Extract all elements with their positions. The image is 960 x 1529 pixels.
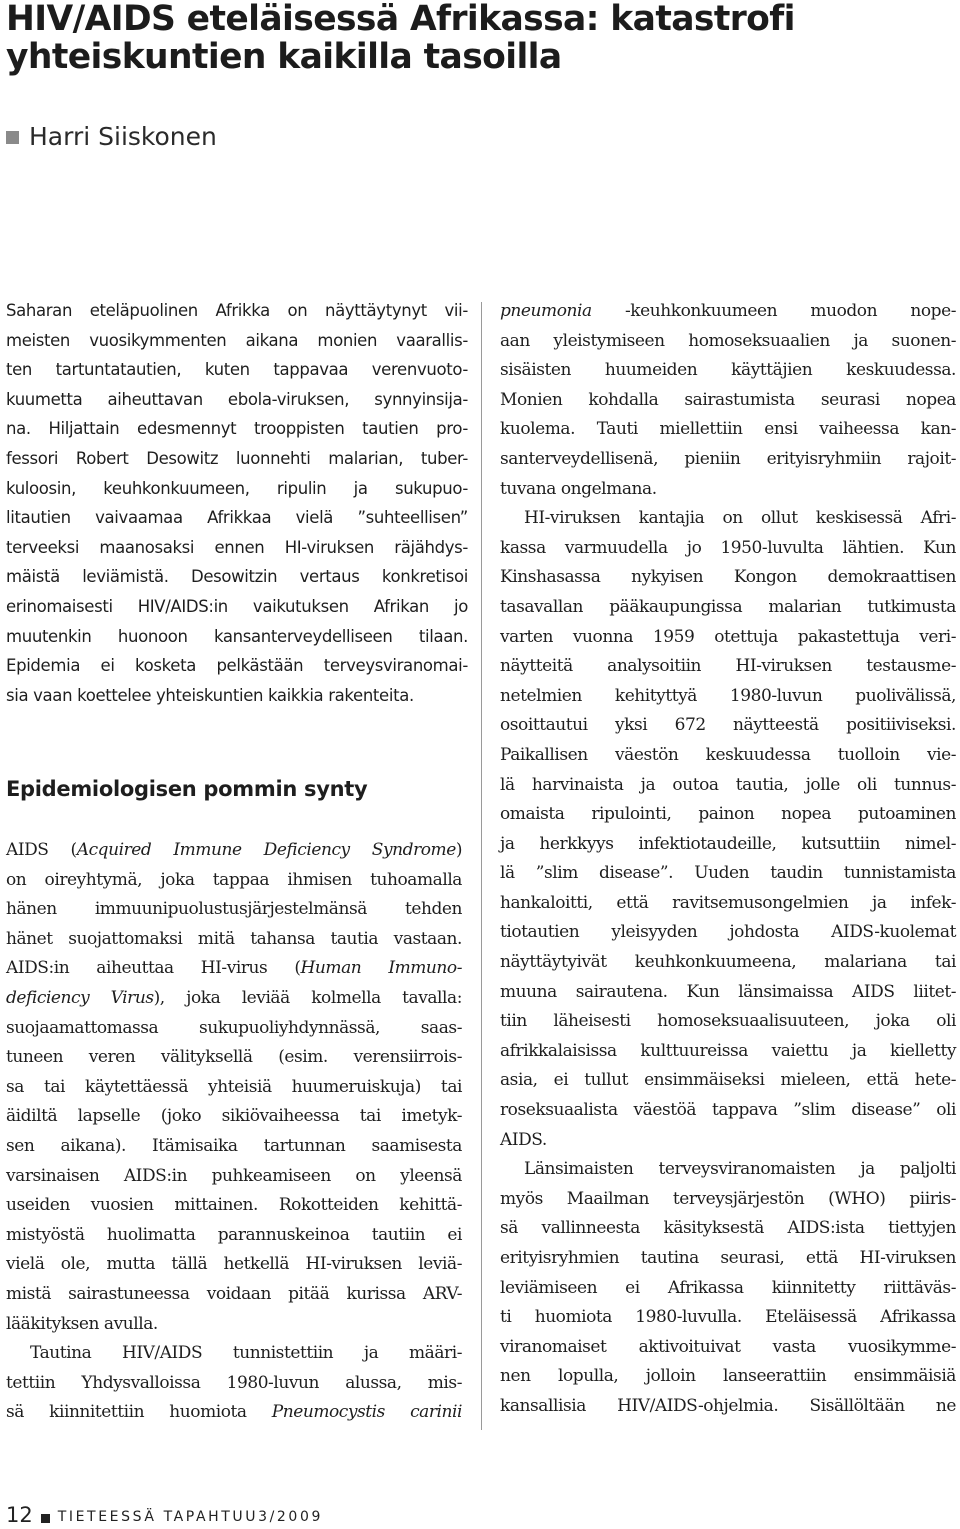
- body-line: sä vallinneesta käsityksestä AIDS:ista tiettyjen: [500, 1218, 956, 1239]
- body-line: useiden vuosien mittainen. Rokotteiden kehittä-: [6, 1195, 462, 1216]
- square-bullet-icon: [6, 131, 19, 144]
- lead-line: Saharan eteläpuolinen Afrikka on näyttäytynyt vii-: [6, 301, 468, 320]
- lead-line: terveeksi maanosaksi ennen HI-viruksen räjähdys-: [6, 537, 468, 557]
- body-line: tuneen veren välityksellä (esim. verensiirrois-: [6, 1047, 462, 1068]
- body-line: AIDS:in aiheuttaa HI-virus (Human Immuno-: [6, 958, 462, 979]
- body-line: kuolema. Tauti miellettiin ensi vaiheessa kan-: [500, 419, 956, 440]
- body-line: deficiency Virus), joka leviää kolmella tavalla:: [6, 987, 462, 1008]
- body-line: muuna sairautena. Kun länsimaissa AIDS liitet-: [500, 981, 956, 1002]
- body-line: hänen immuunipuolustusjärjestelmänsä tehden: [6, 899, 462, 920]
- body-line: Tautina HIV/AIDS tunnistettiin ja määri-: [30, 1343, 462, 1364]
- body-line: Monien kohdalla sairastumista seurasi nopea: [500, 389, 956, 410]
- body-line: sisäisten huumeiden käyttäjien keskuudessa.: [500, 360, 956, 381]
- body-line: on oireyhtymä, joka tappaa ihmisen tuhoamalla: [6, 869, 462, 890]
- lead-line: kuloosin, keuhkonkuumeen, ripulin ja sukupuo-: [6, 478, 468, 498]
- body-line: lä ”slim disease”. Uuden taudin tunnistamista: [500, 863, 956, 884]
- body-line: viranomaiset aktivoituivat vasta vuosikymme-: [500, 1336, 956, 1357]
- body-line: lääkityksen avulla.: [6, 1313, 158, 1334]
- lead-line: litautien vaivaamaa Afrikkaa vielä ”suhteellisen”: [6, 508, 468, 528]
- body-line: kansallisia HIV/AIDS-ohjelmia. Sisällöltään ne: [500, 1395, 956, 1416]
- body-line: vielä ole, mutta tällä hetkellä HI-viruksen leviä-: [6, 1254, 462, 1275]
- body-line: näytteitä analysoitiin HI-viruksen testausme-: [500, 656, 956, 677]
- body-line: asia, ei tullut ensimmäiseksi mieleen, että hete-: [500, 1070, 956, 1091]
- page-number: 12: [6, 1503, 33, 1527]
- body-line: leviämiseen ei Afrikassa kiinnitetty riittäväs-: [500, 1277, 956, 1298]
- body-line: suojaamattomassa sukupuoliyhdynnässä, saas-: [6, 1017, 462, 1038]
- body-line: aan yleistymiseen homoseksuaalien ja suonen-: [500, 330, 956, 351]
- body-line: netelmien kehityttyä 1980-luvun puolivälissä,: [500, 685, 956, 706]
- lead-line: na. Hiljattain edesmennyt trooppisten tautien pro-: [6, 419, 468, 439]
- lead-paragraph: [6, 296, 468, 710]
- lead-line: muutenkin huonoon kansanterveydelliseen tilaan.: [6, 626, 468, 646]
- body-line: osoittautui yksi 672 näytteestä positiiviseksi.: [500, 715, 956, 736]
- column-divider: [481, 302, 482, 1430]
- body-line: sa tai käytettäessä yhteisiä huumeruiskuja) tai: [6, 1076, 462, 1097]
- body-line: äidiltä lapselle (joko sikiövaiheessa tai imetyk-: [6, 1106, 462, 1127]
- body-line: tettiin Yhdysvalloissa 1980-luvun alussa, mis-: [6, 1372, 462, 1393]
- body-line: Kinshasassa nykyisen Kongon demokraattisen: [500, 567, 956, 588]
- section-heading: Epidemiologisen pommin synty: [6, 777, 368, 801]
- body-line: tasavallan pääkaupungissa malarian tutkimusta: [500, 596, 956, 617]
- lead-line: kuumetta aiheuttavan ebola-viruksen, synnyinsija-: [6, 389, 468, 409]
- body-line: Paikallisen väestön keskuudessa tuolloin vie-: [500, 744, 956, 765]
- body-line: hänet suojattomaksi mitä tahansa tautia vastaan.: [6, 928, 462, 949]
- body-line: tuvana ongelmana.: [500, 478, 657, 499]
- square-bullet-icon: [41, 1514, 50, 1523]
- body-line: ja herkkyys infektiotaudeille, kutsuttiin nimel-: [500, 833, 956, 854]
- body-line: pneumonia -keuhkonkuumeen muodon nope-: [500, 301, 956, 321]
- lead-line: ten tartuntatautien, kuten tappavaa verenvuoto-: [6, 360, 468, 380]
- body-line: erityisryhmien tautina seurasi, että HI-viruksen: [500, 1248, 956, 1268]
- body-line: näyttäytyivät keuhkonkuumeena, malariana tai: [500, 952, 956, 973]
- body-column-right: [500, 297, 956, 1422]
- body-line: myös Maailman terveysjärjestön (WHO) piiris-: [500, 1188, 956, 1209]
- body-line: AIDS (Acquired Immune Deficiency Syndrome): [6, 840, 462, 860]
- article-title: HIV/AIDS eteläisessä Afrikassa: katastrofi yhteiskuntien kaikilla tasoilla: [6, 0, 795, 77]
- body-line: kassa varmuudella jo 1950-luvulta lähtien. Kun: [500, 537, 956, 558]
- body-line: hankaloitti, että ravitsemusongelmien ja infek-: [500, 892, 956, 913]
- body-line: sä kiinnitettiin huomiota Pneumocystis carinii: [6, 1402, 462, 1423]
- body-line: Länsimaisten terveysviranomaisten ja paljolti: [524, 1159, 956, 1180]
- author-byline: [6, 121, 217, 153]
- body-line: varsinaisen AIDS:in puhkeamiseen on yleensä: [6, 1165, 462, 1186]
- body-line: tiin läheisesti homoseksuaalisuuteen, joka oli: [500, 1011, 956, 1032]
- body-line: mistä sairastuneessa voidaan pitää kurissa ARV-: [6, 1283, 462, 1304]
- body-line: mistyöstä huolimatta parannuskeinoa tautiin ei: [6, 1224, 462, 1245]
- lead-line: meisten vuosikymmenten aikana monien vaarallis-: [6, 330, 468, 350]
- body-line: santerveydellisenä, pieniin erityisryhmiin rajoit-: [500, 448, 956, 469]
- body-line: lä harvinaista ja outoa tautia, jolle oli tunnus-: [500, 774, 956, 795]
- lead-line: sia vaan koettelee yhteiskuntien kaikkia rakenteita.: [6, 685, 414, 705]
- body-line: tiotautien yleisyyden johdosta AIDS-kuolemat: [500, 922, 956, 943]
- lead-line: fessori Robert Desowitz luonnehti malarian, tuber-: [6, 448, 468, 468]
- body-line: sen aikana). Itämisaika tartunnan saamisesta: [6, 1135, 462, 1156]
- publication-name: TIETEESSÄ TAPAHTUU3/2009: [57, 1509, 323, 1525]
- body-line: omaista ripulointi, painon nopea putoaminen: [500, 804, 956, 825]
- body-line: AIDS.: [500, 1129, 547, 1150]
- body-line: varten vuonna 1959 otettuja pakastettuja veri-: [500, 626, 956, 647]
- body-line: nen lopulla, jolloin lanseerattiin ensimmäisiä: [500, 1366, 956, 1387]
- body-line: afrikkalaisissa kulttuureissa vaiettu ja kielletty: [500, 1040, 956, 1061]
- body-line: ti huomiota 1980-luvulla. Eteläisessä Afrikassa: [500, 1307, 956, 1328]
- body-line: roseksuaalista väestöä tappava ”slim disease” oli: [500, 1100, 956, 1121]
- body-column-left: [6, 836, 462, 1428]
- lead-line: mäistä leviämistä. Desowitzin vertaus konkretisoi: [6, 567, 468, 587]
- author-name: Harri Siiskonen: [29, 122, 217, 151]
- lead-line: Epidemia ei kosketa pelkästään terveysviranomai-: [6, 656, 468, 676]
- body-line: HI-viruksen kantajia on ollut keskisessä Afri-: [524, 508, 956, 529]
- lead-line: erinomaisesti HIV/AIDS:in vaikutuksen Afrikan jo: [6, 596, 468, 616]
